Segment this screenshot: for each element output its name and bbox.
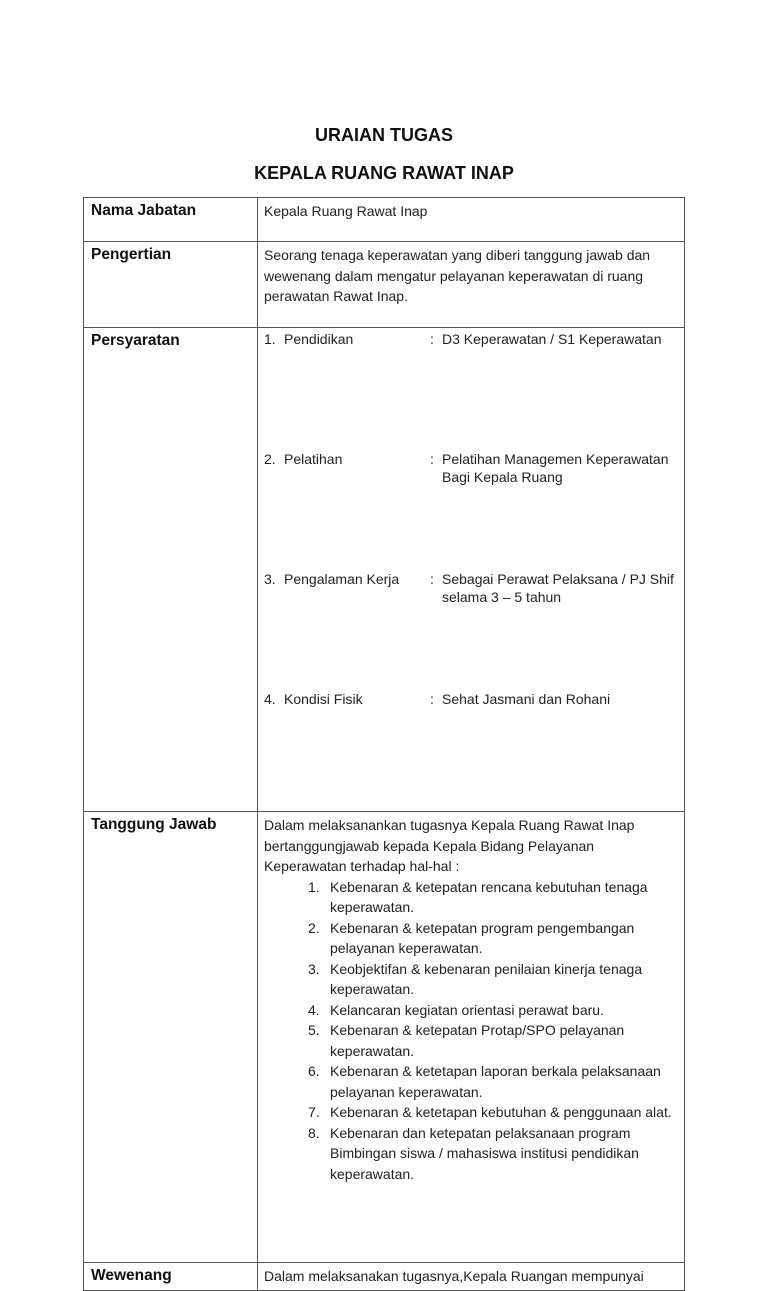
job-description-table: [83, 197, 685, 1291]
item-separator: :: [430, 571, 434, 587]
item-text: Kelancaran kegiatan orientasi perawat baru.: [330, 1001, 604, 1018]
item-text: Kebenaran & ketepatan program pengembangan pelayanan keperawatan.: [330, 919, 635, 956]
item-number: 3.: [264, 571, 276, 587]
row-persyaratan: [84, 328, 685, 812]
item-number: 4.: [264, 691, 276, 707]
row-value: Dalam melaksanakan tugasnya,Kepala Ruangan mempunyai: [258, 1263, 685, 1291]
item-key: Pelatihan: [284, 451, 343, 467]
requirement-item: [264, 691, 678, 811]
item-key: Pengalaman Kerja: [284, 571, 400, 587]
item-value: Sehat Jasmani dan Rohani: [442, 691, 611, 707]
responsibility-list: [264, 877, 678, 1185]
item-text: Kebenaran & ketetapan kebutuhan & penggunaan alat.: [330, 1104, 672, 1120]
list-item: [264, 877, 678, 918]
row-nama-jabatan: [84, 198, 685, 242]
requirement-item: [264, 331, 678, 451]
item-key: Pendidikan: [284, 331, 354, 347]
item-number: 1.: [264, 331, 276, 347]
list-item: [264, 1123, 678, 1185]
item-number: 1.: [308, 878, 320, 895]
row-label: Pengertian: [84, 242, 258, 328]
list-item: [264, 1061, 678, 1102]
item-text: Kebenaran & ketetapan laporan berkala pelaksanaan pelayanan keperawatan.: [330, 1063, 661, 1100]
item-value: D3 Keperawatan / S1 Keperawatan: [442, 331, 662, 347]
list-item: [264, 959, 678, 1000]
list-item: [264, 1102, 678, 1123]
row-tanggung-jawab: [84, 812, 685, 1263]
row-pengertian: [84, 242, 685, 328]
item-text: Kebenaran & ketepatan Protap/SPO pelayanan keperawatan.: [330, 1022, 625, 1059]
row-value: Kepala Ruang Rawat Inap: [258, 198, 685, 242]
row-value: [258, 812, 685, 1263]
list-item: [264, 1000, 678, 1021]
requirement-item: [264, 571, 678, 691]
item-key: Kondisi Fisik: [284, 691, 363, 707]
list-item: [264, 1020, 678, 1061]
row-value: Seorang tenaga keperawatan yang diberi tanggung jawab dan wewenang dalam mengatur pelayanan keperawatan di ruang perawatan Rawat Inap.: [258, 242, 685, 328]
requirements-list: [264, 331, 678, 811]
item-separator: :: [430, 451, 434, 467]
item-number: 8.: [308, 1124, 320, 1141]
document-title: URAIAN TUGAS: [315, 125, 453, 145]
row-label: Persyaratan: [84, 328, 258, 812]
item-number: 6.: [308, 1063, 320, 1079]
item-text: Kebenaran & ketepatan rencana kebutuhan tenaga keperawatan.: [330, 878, 648, 915]
item-number: 2.: [264, 451, 276, 467]
row-label: Nama Jabatan: [84, 198, 258, 242]
item-number: 5.: [308, 1022, 320, 1038]
requirement-item: [264, 451, 678, 571]
item-number: 3.: [308, 960, 320, 977]
row-value: [258, 328, 685, 812]
item-text: Kebenaran dan ketepatan pelaksanaan program Bimbingan siswa / mahasiswa institusi pendidikan keperawatan.: [330, 1124, 639, 1182]
item-number: 4.: [308, 1001, 320, 1018]
item-number: 2.: [308, 919, 320, 936]
row-label: Tanggung Jawab: [84, 812, 258, 1263]
document-subtitle: KEPALA RUANG RAWAT INAP: [254, 163, 514, 183]
item-separator: :: [430, 691, 434, 707]
row-label: Wewenang: [84, 1263, 258, 1291]
item-value: Pelatihan Managemen Keperawatan Bagi Kepala Ruang: [442, 451, 669, 485]
item-number: 7.: [308, 1104, 320, 1120]
item-text: Keobjektifan & kebenaran penilaian kinerja tenaga keperawatan.: [330, 960, 643, 997]
row-wewenang: [84, 1263, 685, 1291]
item-separator: :: [430, 331, 434, 347]
item-value: Sebagai Perawat Pelaksana / PJ Shif selama 3 – 5 tahun: [442, 571, 674, 605]
list-item: [264, 918, 678, 959]
responsibility-intro: Dalam melaksanankan tugasnya Kepala Ruang Rawat Inap bertanggungjawab kepada Kepala Bidang Pelayanan Keperawatan terhadap hal-hal :: [264, 817, 635, 874]
